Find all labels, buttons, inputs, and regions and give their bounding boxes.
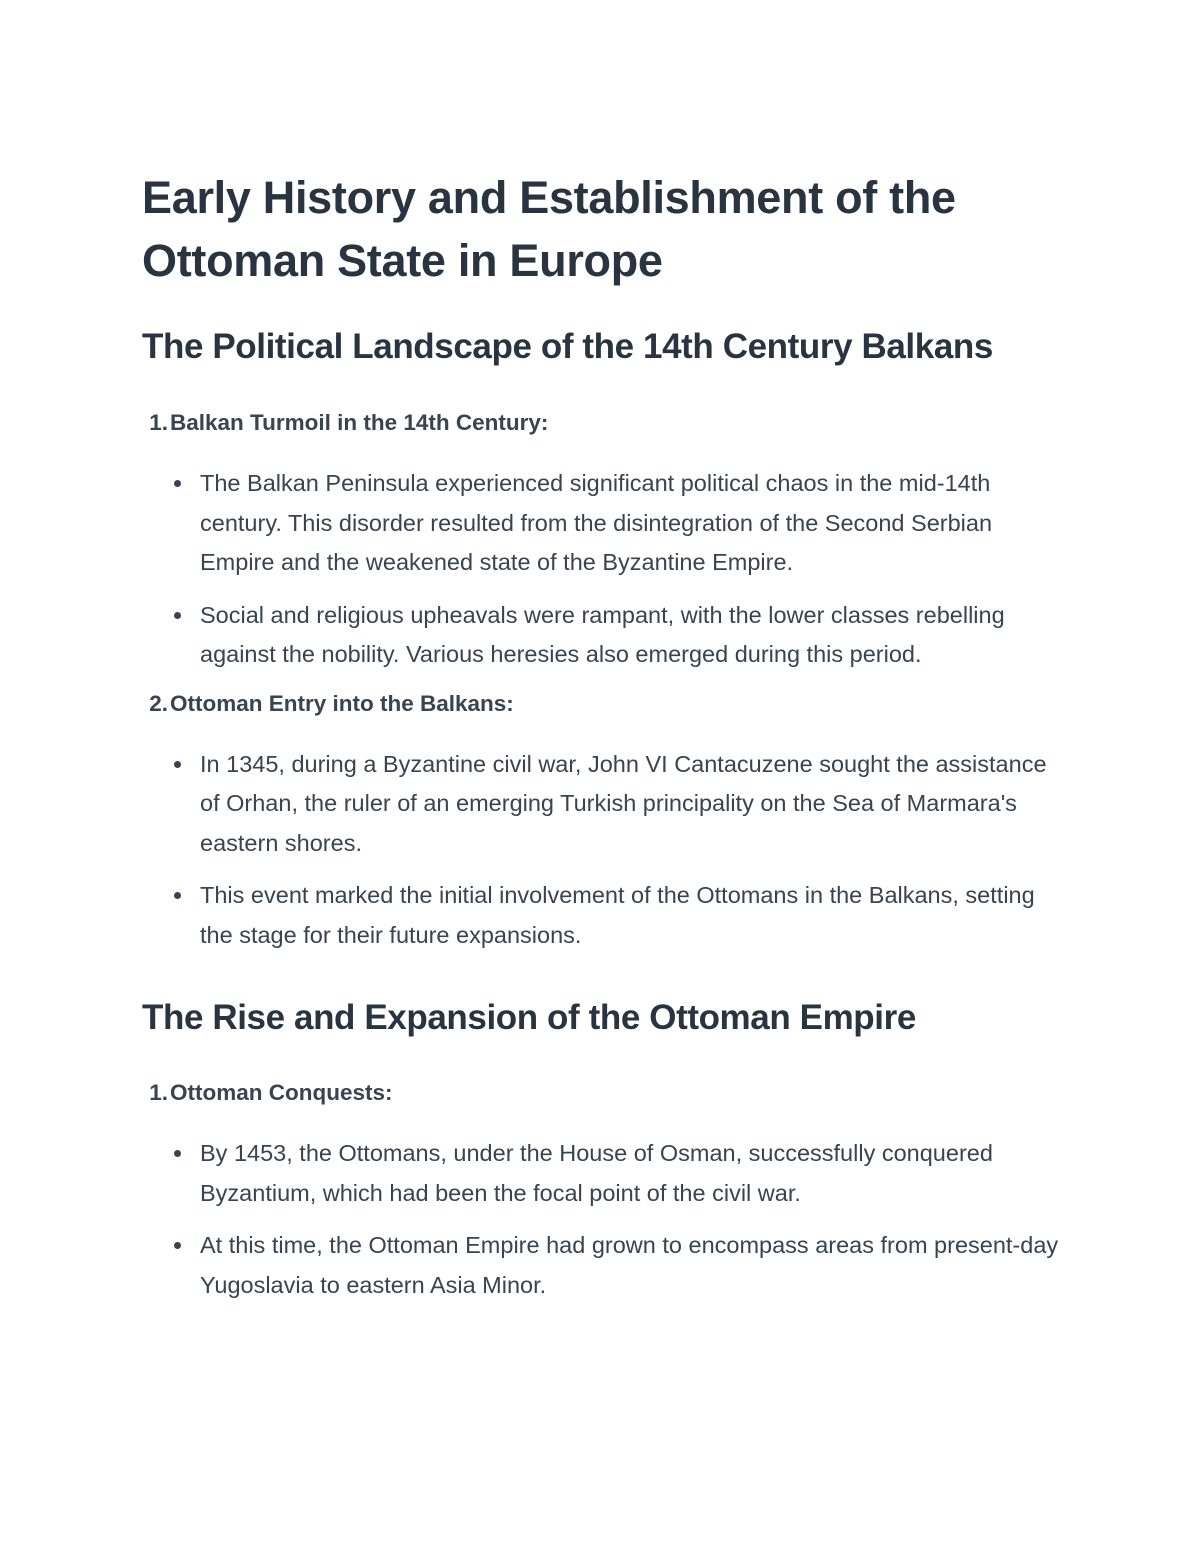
topic-label: Ottoman Entry into the Balkans: — [170, 690, 514, 716]
topic-ottoman-entry — [142, 689, 1072, 719]
topic-number: 2. — [149, 690, 168, 716]
topic-number: 1. — [149, 410, 168, 435]
list-item-text: In 1345, during a Byzantine civil war, John VI Cantacuzene sought the assistance of Orhan, the ruler of an emerging Turkish principality on the Sea of Marmara's eastern shores. — [200, 750, 1047, 856]
section-heading-political-landscape: The Political Landscape of the 14th Century Balkans — [142, 327, 993, 366]
topic-label: Balkan Turmoil in the 14th Century: — [170, 410, 549, 435]
bullet-icon — [174, 480, 181, 487]
topic-ottoman-conquests — [142, 1078, 1072, 1108]
list-item-text: The Balkan Peninsula experienced significant political chaos in the mid-14th century. This disorder resulted from the disintegration of the Second Serbian Empire and the weakened state of the Byzantine Empire. — [200, 470, 993, 575]
bullet-list — [142, 1134, 1072, 1305]
list-item-text: Social and religious upheavals were rampant, with the lower classes rebelling against the nobility. Various heresies also emerged during this period. — [200, 601, 1005, 667]
bullet-icon — [174, 612, 181, 619]
topic-label: Ottoman Conquests: — [170, 1080, 393, 1105]
section-heading-rise-expansion: The Rise and Expansion of the Ottoman Empire — [142, 998, 916, 1037]
list-item-text: By 1453, the Ottomans, under the House of Osman, successfully conquered Byzantium, which had been the focal point of the civil war. — [200, 1140, 993, 1206]
topic-balkan-turmoil — [142, 408, 1072, 438]
page-title: Early History and Establishment of the Ottoman State in Europe — [142, 172, 956, 286]
list-item — [142, 1134, 1072, 1213]
list-item-text: At this time, the Ottoman Empire had grown to encompass areas from present-day Yugoslavia to eastern Asia Minor. — [200, 1232, 1059, 1298]
document-page — [142, 166, 1072, 1305]
list-item — [142, 1226, 1072, 1305]
list-item — [142, 596, 1072, 675]
bullet-list — [142, 745, 1072, 956]
list-item-text: This event marked the initial involvement of the Ottomans in the Balkans, setting the stage for their future expansions. — [200, 882, 1035, 948]
bullet-icon — [174, 1150, 181, 1157]
bullet-icon — [174, 892, 181, 899]
topic-number: 1. — [149, 1080, 168, 1105]
list-item — [142, 464, 1072, 583]
bullet-icon — [174, 1242, 181, 1249]
bullet-list — [142, 464, 1072, 675]
list-item — [142, 876, 1072, 955]
bullet-icon — [174, 761, 181, 768]
list-item — [142, 745, 1072, 864]
